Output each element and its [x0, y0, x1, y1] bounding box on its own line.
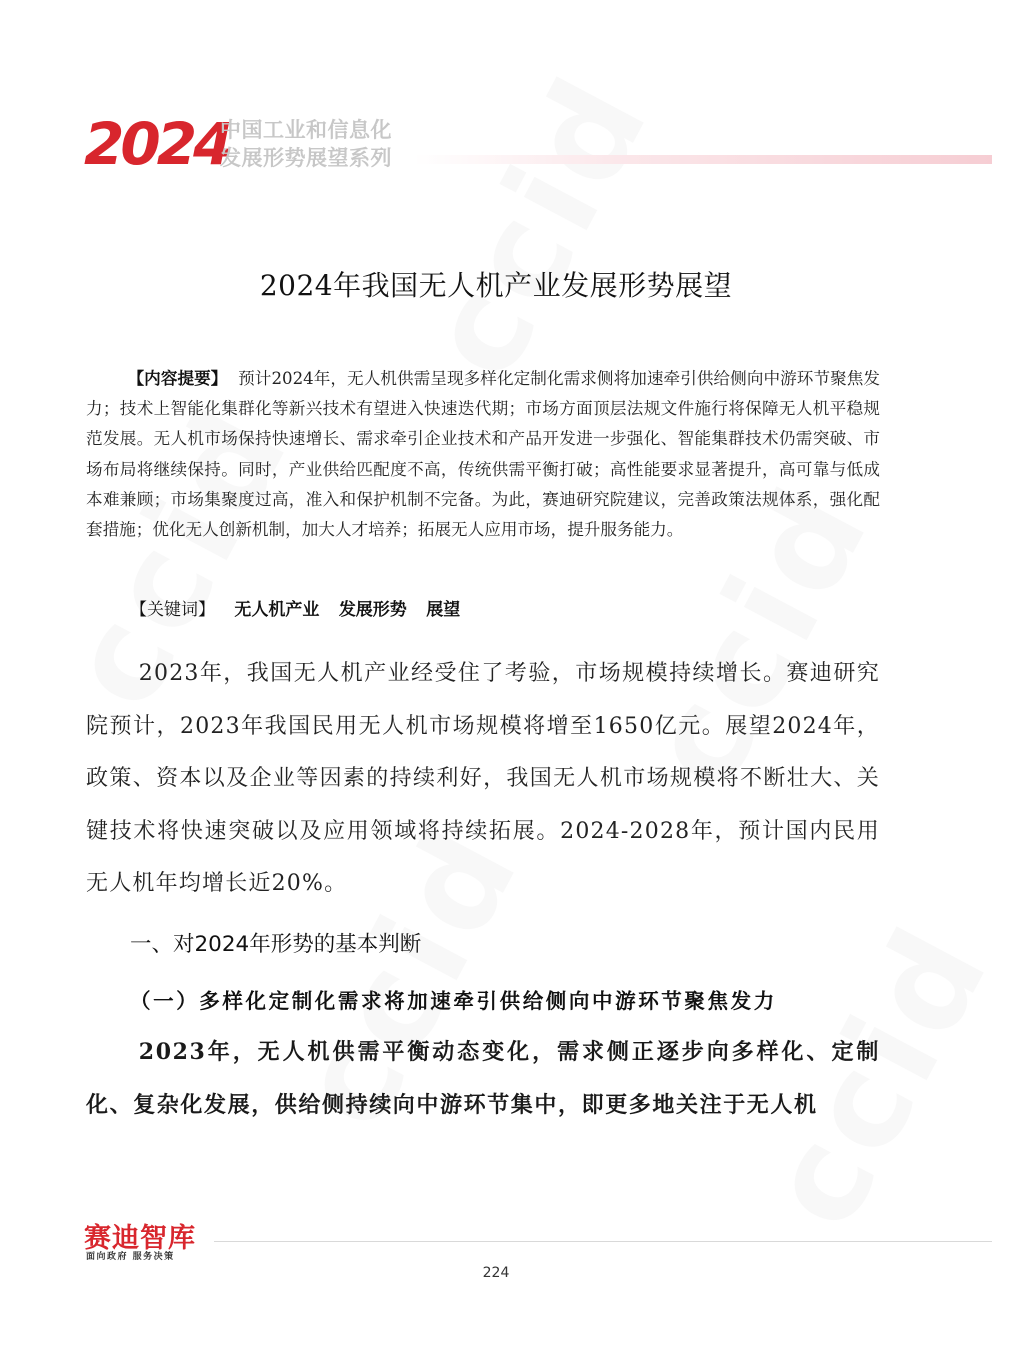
page-header — [84, 108, 992, 178]
subsection-heading: （一）多样化定制化需求将加速牵引供给侧向中游环节聚焦发力 — [130, 989, 777, 1013]
keyword-item: 发展形势 — [338, 600, 407, 620]
abstract-tag: 【内容提要】 — [127, 369, 228, 388]
body-paragraph-1: 2023年，我国无人机产业经受住了考验，市场规模持续增长。赛迪研究院预计，2023年我国民用无人机市场规模将增至1650亿元。展望2024年，政策、资本以及企业等因素的持续利好，我国无人机市场规模将不断壮大、关键技术将快速突破以及应用领域将持续拓展。2024-2028年，预计国内民用无人机年均增长近20%。 — [86, 661, 880, 896]
page-number: 224 — [482, 1265, 510, 1281]
svg-text:2024: 2024 — [84, 110, 230, 178]
footer-slogan: 面向政府 服务决策 — [86, 1252, 175, 1262]
abstract — [86, 364, 880, 545]
footer-logo: 赛迪智库 — [84, 1223, 196, 1254]
keyword-item: 展望 — [426, 600, 461, 620]
series-title-line2: 发展形势展望系列 — [220, 146, 392, 170]
abstract-text: 预计2024年，无人机供需呈现多样化定制化需求侧将加速牵引供给侧向中游环节聚焦发力；技术上智能化集群化等新兴技术有望进入快速迭代期；市场方面顶层法规文件施行将保障无人机平稳规范发展。无人机市场保持快速增长、需求牵引企业技术和产品开发进一步强化、智能集群技术仍需突破、市场布局将继续保持。同时，产业供给匹配度不高，传统供需平衡打破；高性能要求显著提升，高可靠与低成本难兼顾；市场集聚度过高，准入和保护机制不完备。为此，赛迪研究院建议，完善政策法规体系，强化配套措施；优化无人创新机制，加大人才培养；拓展无人应用市场，提升服务能力。 — [86, 369, 881, 540]
document-title: 2024年我国无人机产业发展形势展望 — [259, 269, 733, 302]
series-title-line1: 中国工业和信息化 — [220, 118, 392, 142]
logo-2024 — [84, 110, 230, 178]
keyword-item: 无人机产业 — [234, 600, 320, 620]
body-paragraph-2: 2023年，无人机供需平衡动态变化，需求侧正逐步向多样化、定制化、复杂化发展，供给侧持续向中游环节集中，即更多地关注于无人机 — [86, 1039, 880, 1118]
keywords-tag: 【关键词】 — [130, 600, 215, 620]
header-gradient-bar — [414, 155, 992, 164]
footer-divider — [214, 1241, 992, 1242]
section-heading: 一、对2024年形势的基本判断 — [130, 932, 422, 957]
keywords — [130, 595, 460, 620]
